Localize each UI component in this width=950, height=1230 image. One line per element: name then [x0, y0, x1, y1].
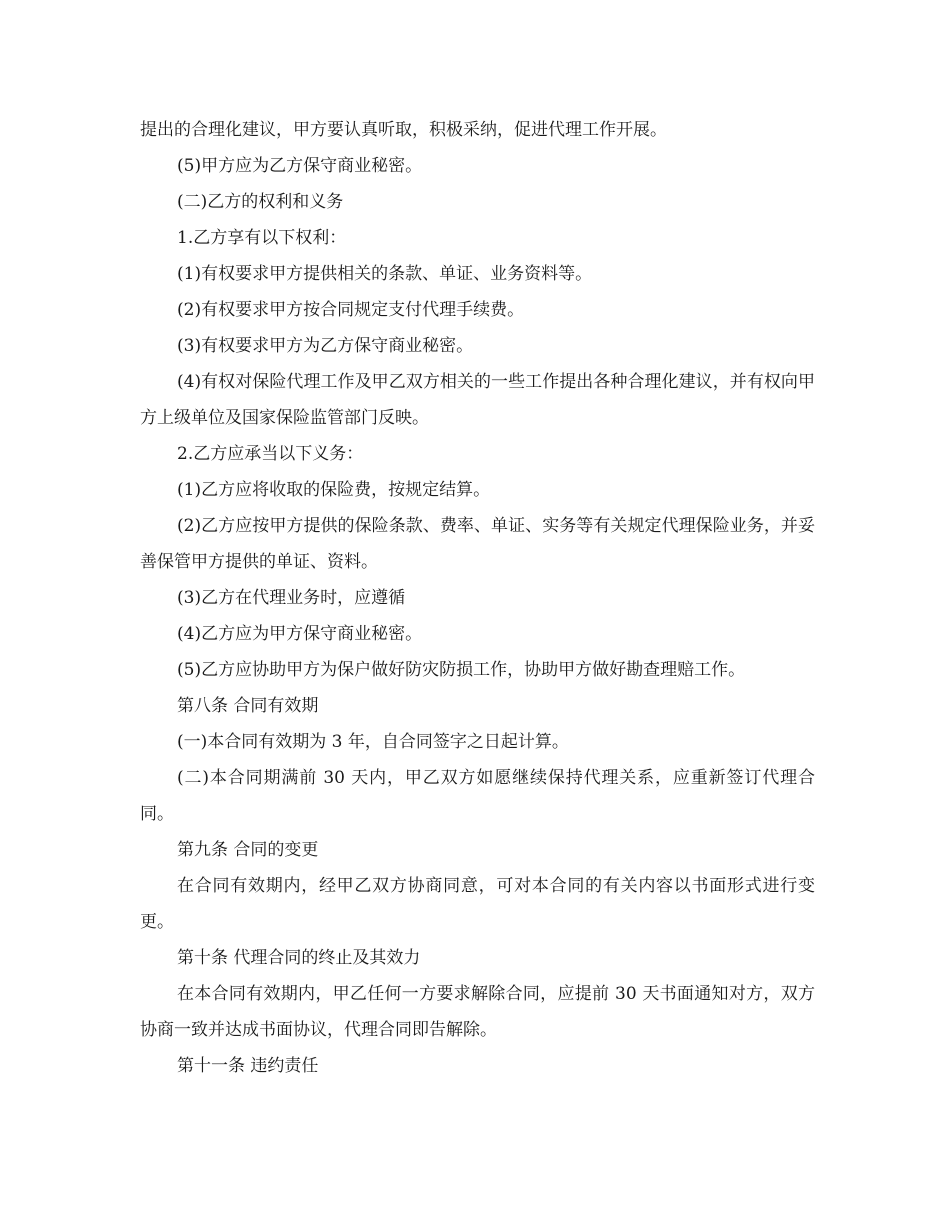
paragraph-right-4: (4)有权对保险代理工作及甲乙双方相关的一些工作提出各种合理化建议，并有权向甲方上级单位及国家保险监管部门反映。 — [140, 372, 815, 428]
paragraph-right-2: (2)有权要求甲方按合同规定支付代理手续费。 — [177, 300, 525, 320]
paragraph-right-3: (3)有权要求甲方为乙方保守商业秘密。 — [177, 336, 474, 356]
subheading-party-b-rights: 1.乙方享有以下权利： — [177, 228, 347, 248]
article-9-heading: 第九条 合同的变更 — [177, 840, 319, 860]
paragraph-continuation: 提出的合理化建议，甲方要认真听取，积极采纳，促进代理工作开展。 — [140, 120, 667, 140]
subheading-party-b-obligations: 2.乙方应承当以下义务： — [177, 444, 364, 464]
article-8-heading: 第八条 合同有效期 — [177, 696, 319, 716]
paragraph-obligation-2: (2)乙方应按甲方提供的保险条款、费率、单证、实务等有关规定代理保险业务，并妥善保管甲方提供的单证、资料。 — [140, 516, 815, 572]
paragraph-obligation-4: (4)乙方应为甲方保守商业秘密。 — [177, 624, 423, 644]
paragraph-term-1: (一)本合同有效期为 3 年，自合同签字之日起计算。 — [177, 732, 569, 752]
paragraph-term-2: (二)本合同期满前 30 天内，甲乙双方如愿继续保持代理关系，应重新签订代理合同。 — [140, 768, 815, 824]
paragraph-obligation-5: (5)乙方应协助甲方为保户做好防灾防损工作，协助甲方做好勘查理赔工作。 — [177, 660, 746, 680]
paragraph-obligation-1: (1)乙方应将收取的保险费，按规定结算。 — [177, 480, 491, 500]
article-10-heading: 第十条 代理合同的终止及其效力 — [177, 948, 421, 968]
document-body — [140, 112, 815, 1084]
section-heading-party-b: (二)乙方的权利和义务 — [177, 192, 344, 212]
paragraph-termination: 在本合同有效期内，甲乙任何一方要求解除合同，应提前 30 天书面通知对方，双方协商一致并达成书面协议，代理合同即告解除。 — [140, 984, 815, 1040]
paragraph-obligation-3: (3)乙方在代理业务时，应遵循 — [177, 588, 406, 608]
paragraph-amendment: 在合同有效期内，经甲乙双方协商同意，可对本合同的有关内容以书面形式进行变更。 — [140, 876, 815, 932]
paragraph-party-a-duty-5: (5)甲方应为乙方保守商业秘密。 — [177, 156, 423, 176]
article-11-heading: 第十一条 违约责任 — [177, 1056, 319, 1076]
paragraph-right-1: (1)有权要求甲方提供相关的条款、单证、业务资料等。 — [177, 264, 593, 284]
